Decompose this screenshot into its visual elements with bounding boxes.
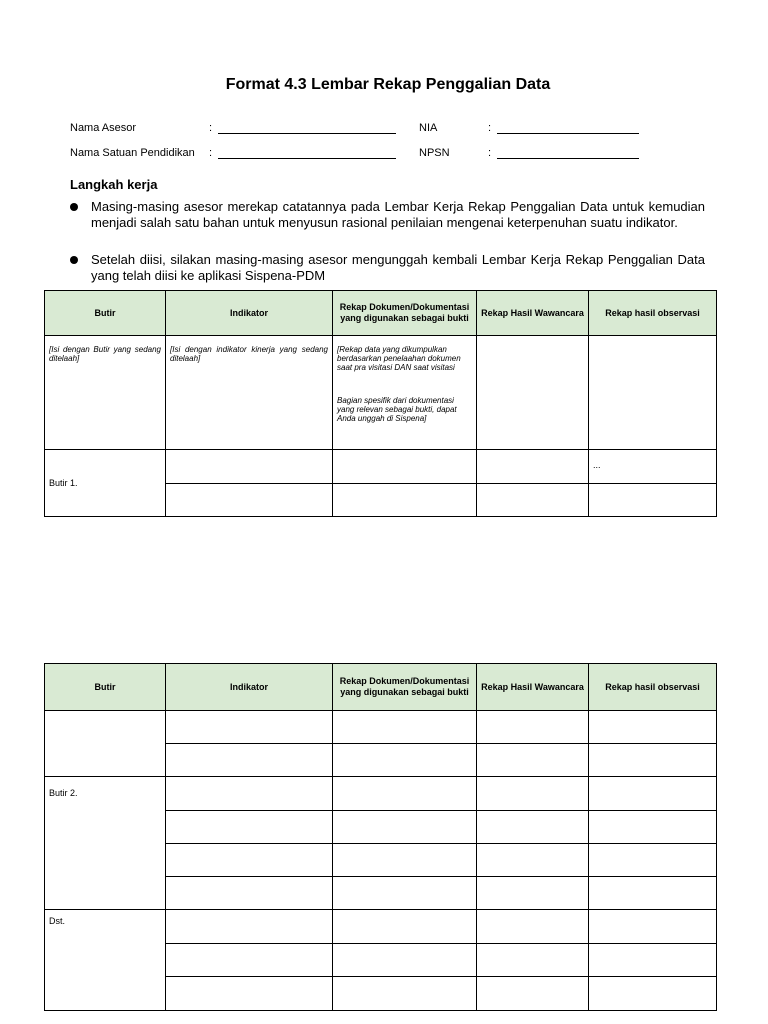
rekap-observasi-cell[interactable] xyxy=(589,877,717,910)
rekap-dokumen-cell[interactable] xyxy=(333,711,477,744)
nia-field[interactable] xyxy=(497,133,639,134)
instruction-indikator: [Isi dengan indikator kinerja yang sedang ditelaah] xyxy=(170,345,328,363)
rekap-dokumen-cell[interactable] xyxy=(333,910,477,944)
rekap-observasi-cell[interactable] xyxy=(589,450,717,484)
indikator-cell[interactable] xyxy=(166,450,333,484)
document-title: Format 4.3 Lembar Rekap Penggalian Data xyxy=(225,76,551,93)
rekap-dokumen-cell[interactable] xyxy=(333,777,477,811)
rekap-observasi-cell[interactable] xyxy=(589,944,717,977)
bullet-icon xyxy=(70,203,78,211)
rekap-observasi-cell[interactable] xyxy=(589,744,717,777)
instruction-indikator-cell[interactable] xyxy=(166,336,333,450)
indikator-cell[interactable] xyxy=(166,484,333,517)
nama-satuan-field[interactable] xyxy=(218,158,396,159)
header-rekap-observasi: Rekap hasil observasi xyxy=(589,664,717,711)
indikator-cell[interactable] xyxy=(166,744,333,777)
rekap-dokumen-cell[interactable] xyxy=(333,977,477,1011)
rekap-wawancara-cell[interactable] xyxy=(477,811,589,844)
dst-label: Dst. xyxy=(49,916,66,926)
rekap-observasi-cell[interactable] xyxy=(589,711,717,744)
rekap-observasi-cell[interactable] xyxy=(589,910,717,944)
rekap-dokumen-cell[interactable] xyxy=(333,484,477,517)
rekap-wawancara-cell[interactable] xyxy=(477,484,589,517)
rekap-observasi-cell[interactable] xyxy=(589,977,717,1011)
nama-asesor-label: Nama Asesor xyxy=(70,122,137,134)
rekap-wawancara-cell[interactable] xyxy=(477,450,589,484)
rekap-wawancara-cell[interactable] xyxy=(477,336,589,450)
header-butir: Butir xyxy=(45,664,166,711)
nia-label: NIA xyxy=(419,122,438,134)
header-rekap-observasi: Rekap hasil observasi xyxy=(589,291,717,336)
indikator-cell[interactable] xyxy=(166,711,333,744)
indikator-cell[interactable] xyxy=(166,844,333,877)
langkah-kerja-item: Setelah diisi, silakan masing-masing asesor mengunggah kembali Lembar Kerja Rekap Penggalian Data yang telah diisi ke aplikasi Sispena-PDM xyxy=(91,252,705,283)
indikator-cell[interactable] xyxy=(166,977,333,1011)
nia-colon: : xyxy=(488,122,492,134)
rekap-observasi-cell[interactable] xyxy=(589,336,717,450)
nama-asesor-field[interactable] xyxy=(218,133,396,134)
rekap-table-2 xyxy=(44,663,717,1011)
langkah-kerja-item: Masing-masing asesor merekap catatannya pada Lembar Kerja Rekap Penggalian Data untuk kemudian menjadi salah satu bahan untuk menyusun rasional penilaian mengenai keterpenuhan suatu indikator. xyxy=(91,199,705,230)
rekap-observasi-cell[interactable] xyxy=(589,777,717,811)
npsn-colon: : xyxy=(488,147,492,159)
nama-satuan-label: Nama Satuan Pendidikan xyxy=(70,147,195,159)
header-rekap-dokumen: Rekap Dokumen/Dokumentasi yang digunakan sebagai bukti xyxy=(333,291,477,336)
rekap-observasi-cell[interactable] xyxy=(589,484,717,517)
instruction-butir: [Isi dengan Butir yang sedang ditelaah] xyxy=(49,345,161,363)
butir-2-label: Butir 2. xyxy=(49,788,78,798)
rekap-wawancara-cell[interactable] xyxy=(477,977,589,1011)
butir-cell[interactable] xyxy=(45,711,166,777)
header-rekap-wawancara: Rekap Hasil Wawancara xyxy=(477,291,589,336)
rekap-dokumen-cell[interactable] xyxy=(333,450,477,484)
header-indikator: Indikator xyxy=(166,291,333,336)
indikator-cell[interactable] xyxy=(166,777,333,811)
langkah-kerja-heading: Langkah kerja xyxy=(70,177,158,192)
rekap-dokumen-cell[interactable] xyxy=(333,811,477,844)
butir-cell[interactable] xyxy=(45,910,166,1011)
rekap-dokumen-cell[interactable] xyxy=(333,944,477,977)
rekap-dokumen-cell[interactable] xyxy=(333,877,477,910)
observasi-ellipsis: ... xyxy=(593,460,601,470)
header-butir: Butir xyxy=(45,291,166,336)
npsn-label: NPSN xyxy=(419,147,450,159)
rekap-wawancara-cell[interactable] xyxy=(477,844,589,877)
instruction-rekap-bagian: Bagian spesifik dari dokumentasi yang relevan sebagai bukti, dapat Anda unggah di Sispena] xyxy=(337,396,457,423)
bullet-icon xyxy=(70,256,78,264)
indikator-cell[interactable] xyxy=(166,944,333,977)
nama-satuan-colon: : xyxy=(209,147,213,159)
rekap-dokumen-cell[interactable] xyxy=(333,744,477,777)
header-rekap-wawancara: Rekap Hasil Wawancara xyxy=(477,664,589,711)
rekap-wawancara-cell[interactable] xyxy=(477,744,589,777)
rekap-table-1 xyxy=(44,290,717,517)
rekap-wawancara-cell[interactable] xyxy=(477,944,589,977)
rekap-wawancara-cell[interactable] xyxy=(477,777,589,811)
rekap-wawancara-cell[interactable] xyxy=(477,711,589,744)
instruction-rekap-dokumen: [Rekap data yang dikumpulkan berdasarkan penelaahan dokumen saat pra visitasi DAN saat visitasi xyxy=(337,345,461,372)
butir-1-label: Butir 1. xyxy=(49,478,78,488)
rekap-wawancara-cell[interactable] xyxy=(477,877,589,910)
indikator-cell[interactable] xyxy=(166,877,333,910)
rekap-observasi-cell[interactable] xyxy=(589,811,717,844)
nama-asesor-colon: : xyxy=(209,122,213,134)
indikator-cell[interactable] xyxy=(166,910,333,944)
indikator-cell[interactable] xyxy=(166,811,333,844)
header-indikator: Indikator xyxy=(166,664,333,711)
rekap-observasi-cell[interactable] xyxy=(589,844,717,877)
butir-cell[interactable] xyxy=(45,450,166,517)
rekap-dokumen-cell[interactable] xyxy=(333,844,477,877)
npsn-field[interactable] xyxy=(497,158,639,159)
instruction-rekap-dokumen-cell[interactable] xyxy=(333,336,477,450)
rekap-wawancara-cell[interactable] xyxy=(477,910,589,944)
instruction-butir-cell[interactable] xyxy=(45,336,166,450)
butir-cell[interactable] xyxy=(45,777,166,910)
header-rekap-dokumen: Rekap Dokumen/Dokumentasi yang digunakan sebagai bukti xyxy=(333,664,477,711)
